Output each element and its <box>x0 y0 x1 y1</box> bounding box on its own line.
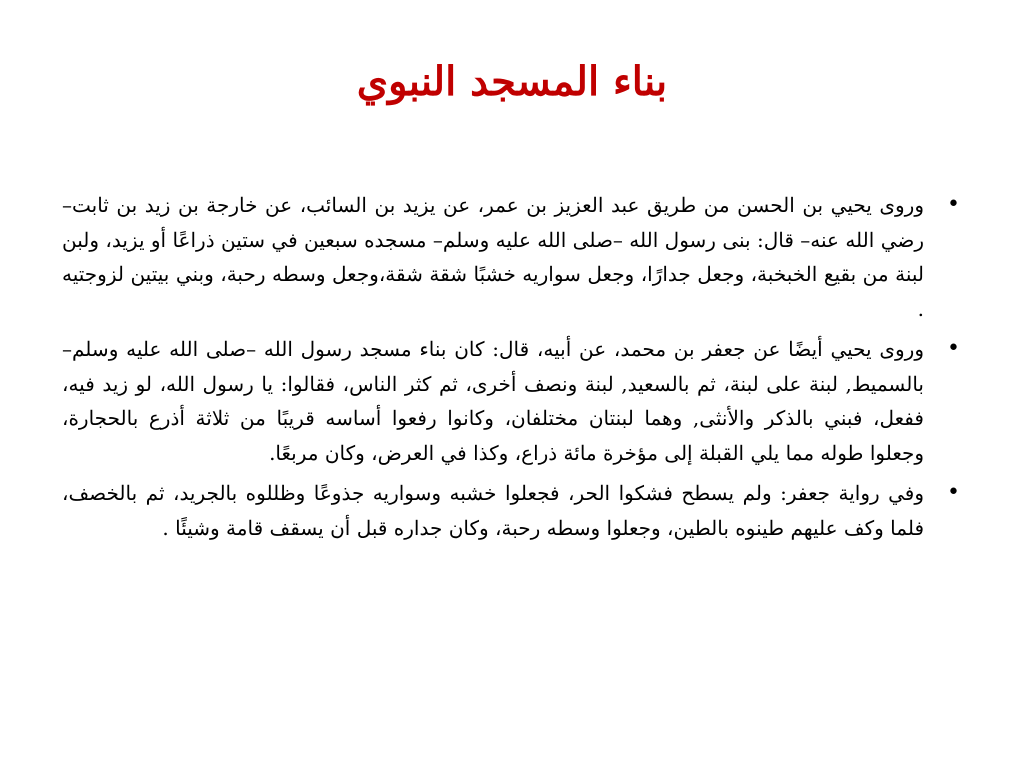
paragraph-text: وروى يحيي بن الحسن من طريق عبد العزيز بن عمر، عن يزيد بن السائب، عن خارجة بن زيد بن ثابت–رضي الله عنه– قال: بنى رسول الله –صلى الله عليه وسلم– مسجده سبعين في ستين ذراعًا أو يزيد، ولبن لبنة من بقيع الخبخبة، وجعل جدارًا، وجعل سواريه خشبًا شقة شقة،وجعل وسطه رحبة، وبني بيتين لزوجتيه . <box>62 193 924 321</box>
bullet-paragraph-3 <box>62 476 962 545</box>
bullet-list <box>62 188 962 551</box>
bullet-dot-icon: • <box>947 336 960 361</box>
bullet-dot-icon: • <box>947 192 960 217</box>
bullet-paragraph-2 <box>62 332 962 470</box>
bullet-dot-icon: • <box>947 480 960 505</box>
slide-title: بناء المسجد النبوي <box>356 58 668 105</box>
paragraph-text: وروى يحيي أيضًا عن جعفر بن محمد، عن أبيه، قال: كان بناء مسجد رسول الله –صلى الله عليه وسلم– بالسميط, لبنة على لبنة، ثم بالسعيد, لبنة ونصف أخرى، ثم كثر الناس، فقالوا: يا رسول الله، لو زيد فيه، ففعل، فبني بالذكر والأنثى, وهما لبنتان مختلفان، وكانوا رفعوا أساسه قريبًا من ثلاثة أذرع بالحجارة، وجعلوا طوله مما يلي القبلة إلى مؤخرة مائة ذراع، وكذا في العرض، وكان مربعًا. <box>62 337 924 465</box>
paragraph-text: وفي رواية جعفر: ولم يسطح فشكوا الحر، فجعلوا خشبه وسواريه جذوعًا وظللوه بالجريد، ثم بالخصف، فلما وكف عليهم طينوه بالطين، وجعلوا وسطه رحبة، وكان جداره قبل أن يسقف قامة وشيئًا . <box>62 481 924 540</box>
bullet-paragraph-1 <box>62 188 962 326</box>
